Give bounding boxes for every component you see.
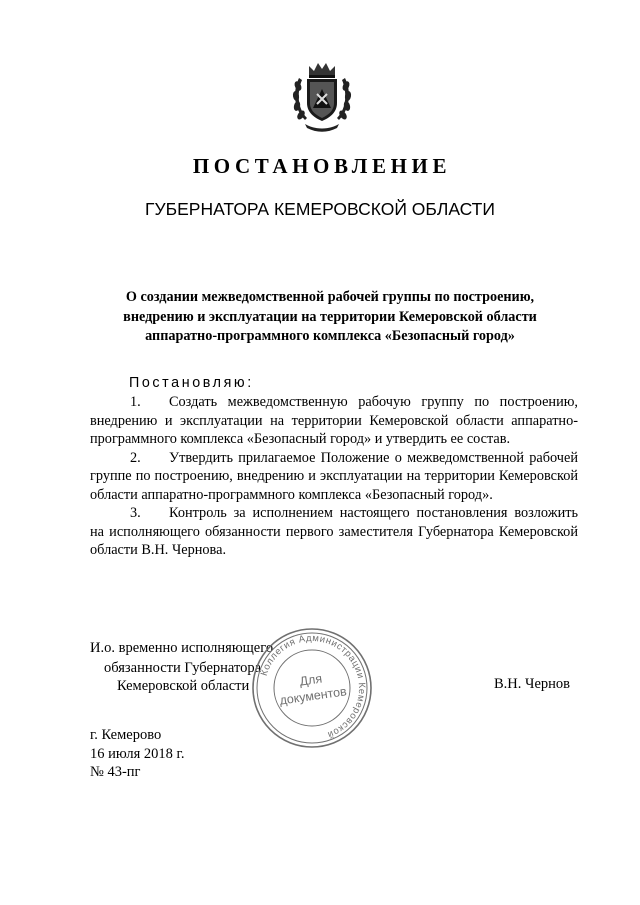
city: г. Кемерово xyxy=(90,727,162,743)
clause xyxy=(90,449,578,505)
signatory-name: В.Н. Чернов xyxy=(494,676,570,692)
document-number: № 43-пг xyxy=(90,764,141,780)
clauses xyxy=(90,393,578,560)
stamp-center-line: документов xyxy=(278,684,348,708)
document-subject xyxy=(90,288,570,347)
subject-line: О создании межведомственной рабочей группы по построению, xyxy=(125,289,535,305)
document-type-title: ПОСТАНОВЛЕНИЕ xyxy=(192,154,452,178)
clause-number: 1. xyxy=(130,394,141,410)
signatory-position-line: И.о. временно исполняющего xyxy=(90,640,274,656)
signatory-position-line: обязанности Губернатора xyxy=(104,660,262,676)
clause-text: Утвердить прилагаемое Положение о межведомственной рабочей группе по построению, внедрению и эксплуатации на территории Кемеровской области аппаратно-программного комплекса «Безопасный город». xyxy=(90,449,578,503)
clause xyxy=(90,393,578,449)
clause-text: Контроль за исполнением настоящего постановления возложить на исполняющего обязанности первого заместителя Губернатора Кемеровской области В.Н. Чернова. xyxy=(90,505,578,558)
issuer-title: ГУБЕРНАТОРА КЕМЕРОВСКОЙ ОБЛАСТИ xyxy=(145,199,495,219)
coat-of-arms-icon xyxy=(291,58,353,134)
official-stamp xyxy=(250,626,374,750)
clause xyxy=(90,504,578,560)
signatory-position-line: Кемеровской области xyxy=(117,678,250,694)
date: 16 июля 2018 г. xyxy=(90,745,185,762)
stamp-ring-text: Коллегия Администрации Кемеровской xyxy=(258,632,368,741)
document-footer xyxy=(90,726,184,782)
clause-text: Создать межведомственную рабочую группу по построению, внедрению и эксплуатации на территории Кемеровской области аппаратно-программного комплекса «Безопасный город» и утвердить ее состав. xyxy=(90,394,578,447)
stamp-center-line: Для xyxy=(298,671,324,689)
clause-number: 2. xyxy=(130,449,141,466)
preamble: Постановляю: xyxy=(129,375,254,391)
subject-line: внедрению и эксплуатации на территории Кемеровской области xyxy=(123,308,537,325)
subject-line: аппаратно-программного комплекса «Безопасный город» xyxy=(145,328,515,344)
clause-number: 3. xyxy=(130,505,141,521)
